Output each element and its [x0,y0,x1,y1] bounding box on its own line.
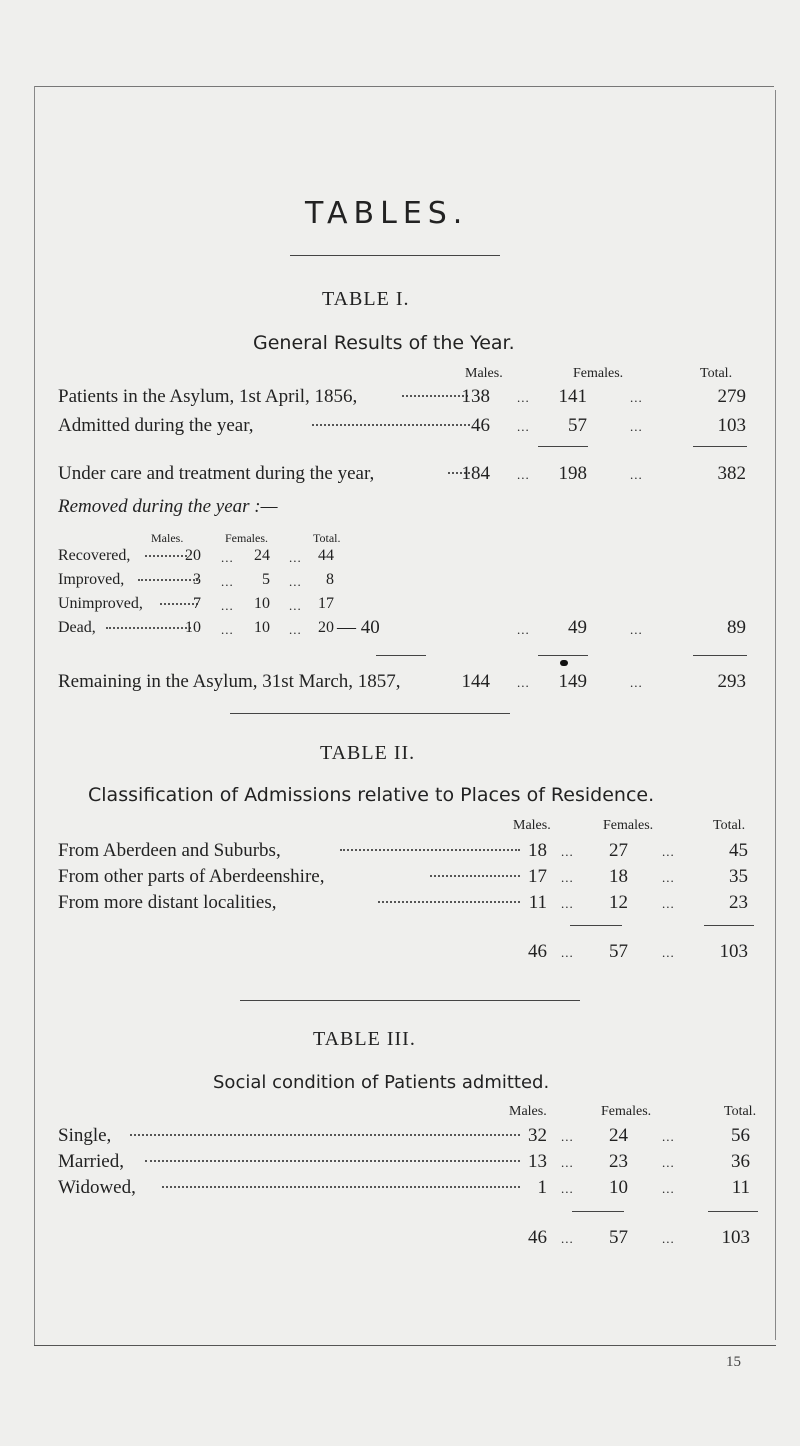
section-divider [240,1000,580,1001]
table2-total-females: 57 [609,941,628,962]
leader-line [130,1128,520,1136]
removed-row-males: 20 [185,547,201,564]
table2-row-males: 18 [528,840,547,861]
sum-rule [538,446,588,447]
table3-subtitle: Social condition of Patients admitted. [213,1072,550,1093]
leader-dots: ... [289,574,302,589]
page-heading: TABLES. [305,196,469,231]
removed-total-males: — 40 [337,617,380,638]
leader-line [138,573,198,581]
table3-header-females: Females. [601,1104,652,1119]
leader-dots: ... [517,675,530,690]
leader-dots: ... [221,622,234,637]
sum-rule [538,655,588,656]
leader-line [312,418,470,426]
leader-dots: ... [221,598,234,613]
table3-row-males: 13 [528,1151,547,1172]
table1-under-care-label: Under care and treatment during the year, [58,463,375,484]
leader-dots: ... [517,390,530,405]
sum-rule [376,655,426,656]
table1-remaining-total: 293 [717,671,746,692]
leader-dots: ... [517,467,530,482]
table3-total-total: 103 [721,1227,750,1248]
leader-dots: ... [289,550,302,565]
removed-row-females: 10 [254,595,270,612]
section-divider [230,713,510,714]
leader-line [106,621,191,629]
table3-total-females: 57 [609,1227,628,1248]
table1-subtitle: General Results of the Year. [253,332,515,354]
leader-line [162,1180,520,1188]
table1-under-care-males: 184 [461,463,490,484]
leader-line [402,389,468,397]
table1-under-care-total: 382 [717,463,746,484]
table3-row-total: 11 [731,1177,750,1198]
table3-row-label: Married, [58,1151,124,1172]
table2-row-label: From more distant localities, [58,892,277,913]
sum-rule [693,655,747,656]
table3-row-label: Single, [58,1125,112,1146]
leader-line [378,895,520,903]
removed-header-males: Males. [151,531,184,545]
leader-dots: ... [561,1129,574,1144]
leader-dots: ... [561,1181,574,1196]
leader-dots: ... [289,598,302,613]
leader-dots: ... [221,574,234,589]
table2-row-females: 18 [609,866,628,887]
table3-row-total: 36 [731,1151,750,1172]
table2-row-males: 17 [528,866,547,887]
table2-row-total: 23 [729,892,748,913]
leader-dots: ... [630,419,643,434]
top-border [34,86,774,87]
ink-blot [560,660,568,666]
removed-row-label: Recovered, [58,547,131,564]
removed-row-total: 17 [318,595,334,612]
sum-rule [704,925,754,926]
leader-dots: ... [662,945,675,960]
leader-line [430,869,520,877]
table1-remaining-label: Remaining in the Asylum, 31st March, 1857, [58,671,401,692]
leader-dots: ... [630,467,643,482]
leader-dots: ... [517,622,530,637]
removed-row-total: 20 [318,619,334,636]
table1-header-total: Total. [700,366,733,381]
removed-total-females: 49 [568,617,587,638]
table2-title: TABLE II. [320,742,416,764]
bottom-border [34,1345,776,1346]
table1-row-total: 279 [717,386,746,407]
table3-row-females: 24 [609,1125,628,1146]
table2-header-males: Males. [513,818,551,833]
table3-row-females: 23 [609,1151,628,1172]
table3-row-females: 10 [609,1177,628,1198]
table3-row-label: Widowed, [58,1177,136,1198]
table1-under-care-females: 198 [558,463,587,484]
left-border [34,86,35,1346]
removed-row-total: 8 [326,571,334,588]
leader-dots: ... [561,896,574,911]
table2-header-females: Females. [603,818,654,833]
table3-header-total: Total. [724,1104,757,1119]
leader-dots: ... [630,675,643,690]
table1-row-males: 138 [461,386,490,407]
page-number: 15 [726,1354,741,1370]
table1-row-label: Admitted during the year, [58,415,254,436]
table2-row-label: From other parts of Aberdeenshire, [58,866,325,887]
removed-row-label: Unimproved, [58,595,143,612]
leader-line [340,843,520,851]
sum-rule [708,1211,758,1212]
leader-line [145,1154,520,1162]
table2-subtitle: Classification of Admissions relative to Places of Residence. [88,784,655,806]
removed-row-females: 24 [254,547,270,564]
table2-row-total: 45 [729,840,748,861]
table1-header-males: Males. [465,366,503,381]
leader-dots: ... [517,419,530,434]
table3-row-males: 1 [537,1177,547,1198]
leader-dots: ... [561,870,574,885]
table2-total-males: 46 [528,941,547,962]
table1-row-males: 46 [471,415,490,436]
leader-dots: ... [662,844,675,859]
leader-line [145,549,187,557]
table2-row-females: 27 [609,840,628,861]
leader-dots: ... [662,1129,675,1144]
leader-dots: ... [561,1155,574,1170]
table3-header-males: Males. [509,1104,547,1119]
leader-dots: ... [630,390,643,405]
table1-remaining-males: 144 [461,671,490,692]
leader-dots: ... [662,1155,675,1170]
sum-rule [693,446,747,447]
table2-row-label: From Aberdeen and Suburbs, [58,840,281,861]
removed-row-label: Dead, [58,619,96,636]
removed-row-total: 44 [318,547,334,564]
table3-total-males: 46 [528,1227,547,1248]
leader-dots: ... [561,1231,574,1246]
leader-dots: ... [221,550,234,565]
table2-header-total: Total. [713,818,746,833]
leader-dots: ... [662,870,675,885]
table1-removed-label: Removed during the year :— [58,496,278,517]
table1-row-label: Patients in the Asylum, 1st April, 1856, [58,386,358,407]
table2-total-total: 103 [719,941,748,962]
removed-header-total: Total. [313,531,341,545]
leader-dots: ... [630,622,643,637]
removed-header-females: Females. [225,531,268,545]
leader-dots: ... [662,896,675,911]
table1-remaining-females: 149 [558,671,587,692]
right-border [775,90,776,1340]
removed-row-females: 10 [254,619,270,636]
removed-row-females: 5 [262,571,270,588]
leader-dots: ... [561,945,574,960]
sum-rule [572,1211,624,1212]
table2-row-total: 35 [729,866,748,887]
table3-title: TABLE III. [313,1028,416,1050]
table1-title: TABLE I. [322,288,410,310]
leader-dots: ... [561,844,574,859]
table3-row-total: 56 [731,1125,750,1146]
removed-row-males: 7 [193,595,201,612]
table1-row-total: 103 [717,415,746,436]
table1-row-females: 57 [568,415,587,436]
table1-row-females: 141 [558,386,587,407]
removed-row-males: 10 [185,619,201,636]
leader-dots: ... [662,1181,675,1196]
table2-row-females: 12 [609,892,628,913]
removed-row-label: Improved, [58,571,125,588]
table2-row-males: 11 [528,892,547,913]
heading-rule [290,255,500,256]
table3-row-males: 32 [528,1125,547,1146]
sum-rule [570,925,622,926]
leader-dots: ... [662,1231,675,1246]
leader-dots: ... [289,622,302,637]
table1-header-females: Females. [573,366,624,381]
removed-row-males: 3 [193,571,201,588]
removed-total-total: 89 [727,617,746,638]
